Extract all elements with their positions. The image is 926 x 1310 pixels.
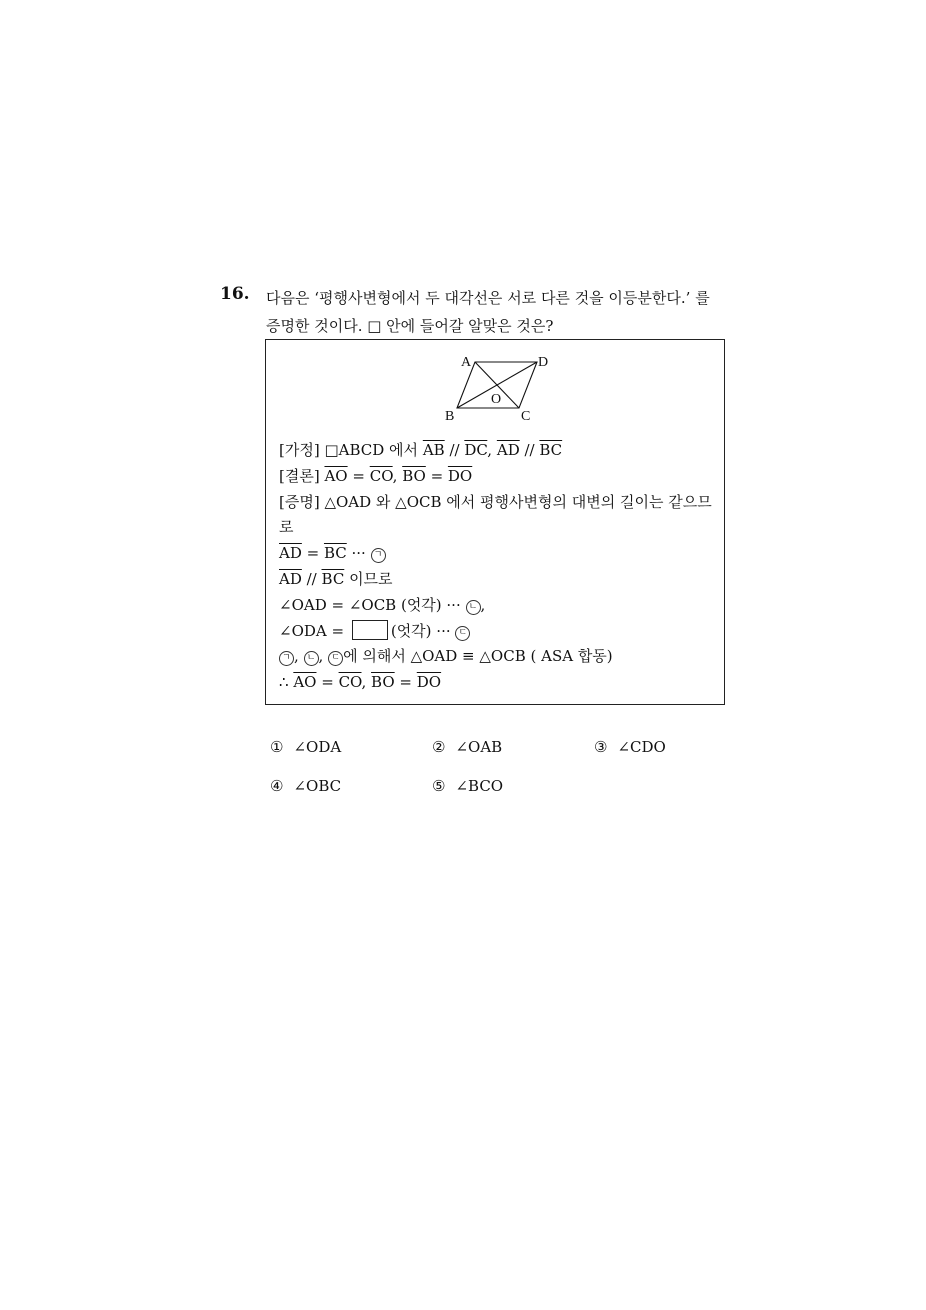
circled-mark: ㄱ [279,651,294,666]
proof-start: [증명] △OAD 와 △OCB 에서 평행사변형의 대변의 길이는 같으므 [279,492,712,511]
center-label-o: O [491,392,502,407]
proof-step-2: $\overline{AD} // \overline{BC}$ 이므로 [279,569,393,588]
choice-5[interactable]: ⑤ ∠BCO [432,777,504,795]
choice-2[interactable]: ② ∠OAB [432,738,503,756]
question-line-1: 다음은 ‘평행사변형에서 두 대각선은 서로 다른 것을 이등분한다.’ 를 [266,289,710,307]
circled-mark: ㄴ [466,600,481,615]
circled-mark: ㄷ [455,626,470,641]
proof-box [265,339,725,705]
choice-1[interactable]: ① ∠ODA [270,738,342,756]
circled-mark: ㄷ [328,651,343,666]
question-text [266,284,736,340]
proof-continuation: 로 [279,518,294,537]
choice-3[interactable]: ③ ∠CDO [594,738,666,756]
choice-4[interactable]: ④ ∠OBC [270,777,342,795]
vertex-label-c: C [521,409,531,424]
vertex-label-a: A [461,355,472,370]
proof-conclusion: [결론] $\overline{AO} = \overline{CO}$, $\overline{BO} = \overline{DO}$ [279,466,473,485]
proof-lines [279,438,719,696]
proof-step-5: ㄱ , ㄴ , ㄷ 에 의해서 △OAD ≡ △OCB ( ASA 합동) [279,644,719,670]
question-line-2: 증명한 것이다. □ 안에 들어갈 알맞은 것은? [266,317,554,335]
vertex-label-d: D [538,355,549,370]
proof-step-1: $\overline{AD} = \overline{BC}$ ··· ㄱ [279,541,719,567]
question-number: 16. [220,284,250,304]
proof-step-3: ∠OAD = ∠OCB (엇각) ··· ㄴ , [279,595,486,614]
circled-mark: ㄱ [371,548,386,563]
circled-mark: ㄴ [304,651,319,666]
parallelogram-figure [441,348,551,432]
proof-assumption: [가정] □ABCD 에서 $\overline{AB} // \overline{DC}$, $\overline{AD} // \overline{BC}$ [279,441,563,459]
proof-final: ∴ $\overline{AO} = \overline{CO}$, $\overline{BO} = \overline{DO}$ [279,673,442,692]
proof-step-4: ∠ODA = (엇각) ··· ㄷ [279,619,719,645]
vertex-label-b: B [445,409,455,424]
answer-blank-box [352,620,388,640]
